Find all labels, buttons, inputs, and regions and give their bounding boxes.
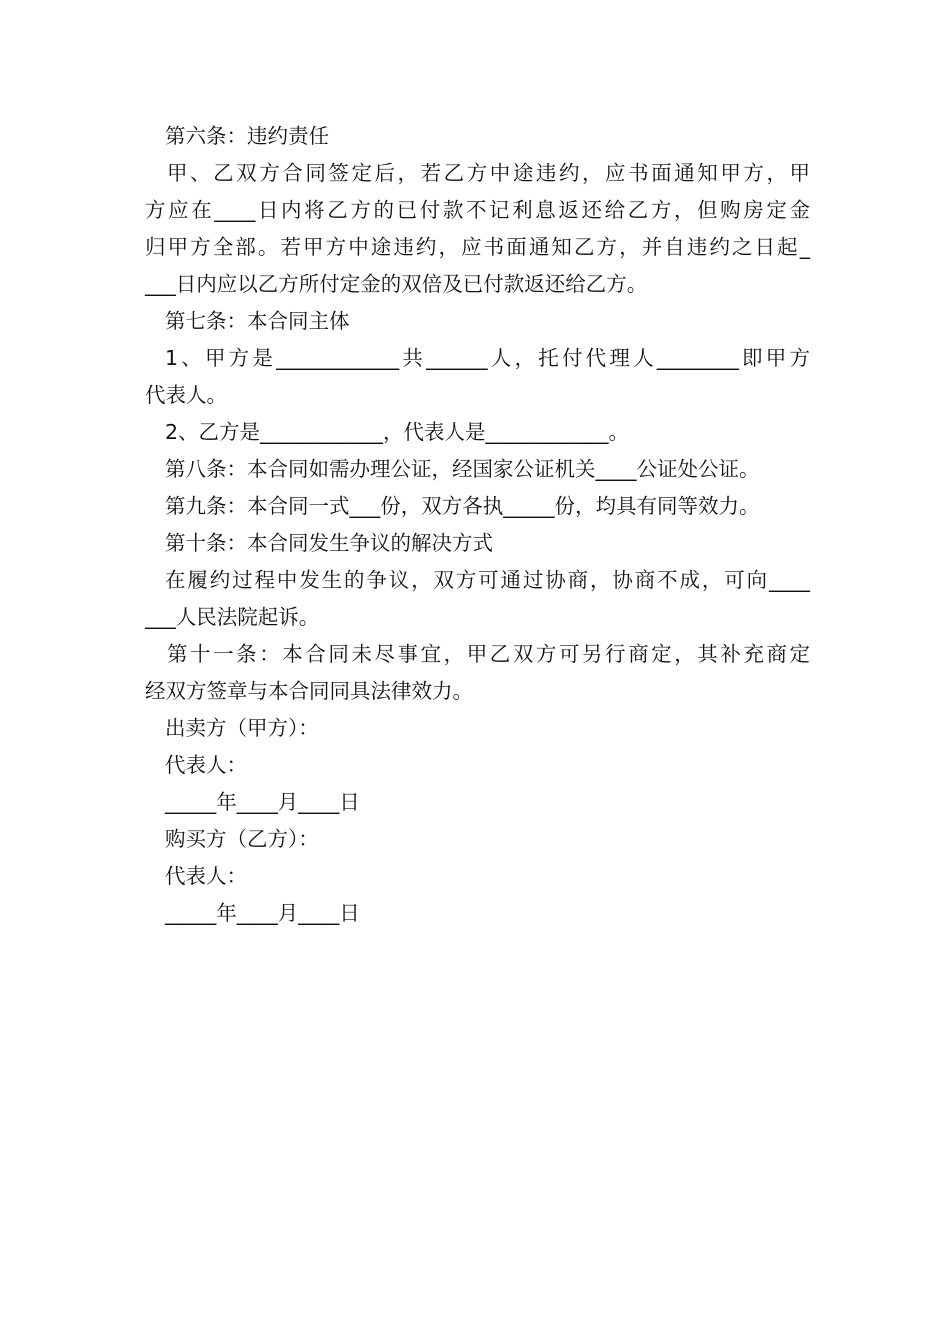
text-line: 甲、乙双方合同签定后，若乙方中途违约，应书面通知甲方，甲	[167, 161, 810, 185]
text-line: 第七条：本合同主体	[165, 309, 350, 333]
text-line: _____年____月____日	[165, 790, 360, 814]
text-line: 代表人。	[145, 383, 227, 407]
text-line: _____年____月____日	[165, 901, 360, 925]
text-line: 经双方签章与本合同同具法律效力。	[145, 679, 473, 703]
text-line: 在履约过程中发生的争议，双方可通过协商，协商不成，可向____	[165, 568, 810, 592]
text-line: 购买方（乙方）：	[165, 827, 319, 851]
text-line: 出卖方（甲方）：	[165, 716, 319, 740]
text-line: 2、乙方是____________，代表人是____________。	[165, 420, 630, 444]
text-line: 第十一条：本合同未尽事宜，甲乙双方可另行商定，其补充商定	[167, 642, 810, 666]
text-line: 方应在____日内将乙方的已付款不记利息返还给乙方，但购房定金	[145, 198, 810, 222]
text-line: 代表人：	[165, 753, 247, 777]
text-line: 1、甲方是____________共______人，托付代理人________即甲方	[165, 346, 810, 370]
text-line: ___日内应以乙方所付定金的双倍及已付款返还给乙方。	[145, 272, 648, 296]
document-body	[145, 118, 810, 932]
text-line: 第九条：本合同一式___份，双方各执_____份，均具有同等效力。	[165, 494, 760, 518]
text-line: 第六条：违约责任	[165, 124, 329, 148]
text-line: ___人民法院起诉。	[145, 605, 320, 629]
text-line: 归甲方全部。若甲方中途违约，应书面通知乙方，并自违约之日起_	[145, 235, 810, 259]
text-line: 第八条：本合同如需办理公证，经国家公证机关____公证处公证。	[165, 457, 760, 481]
text-line: 代表人：	[165, 864, 247, 888]
text-line: 第十条：本合同发生争议的解决方式	[165, 531, 493, 555]
